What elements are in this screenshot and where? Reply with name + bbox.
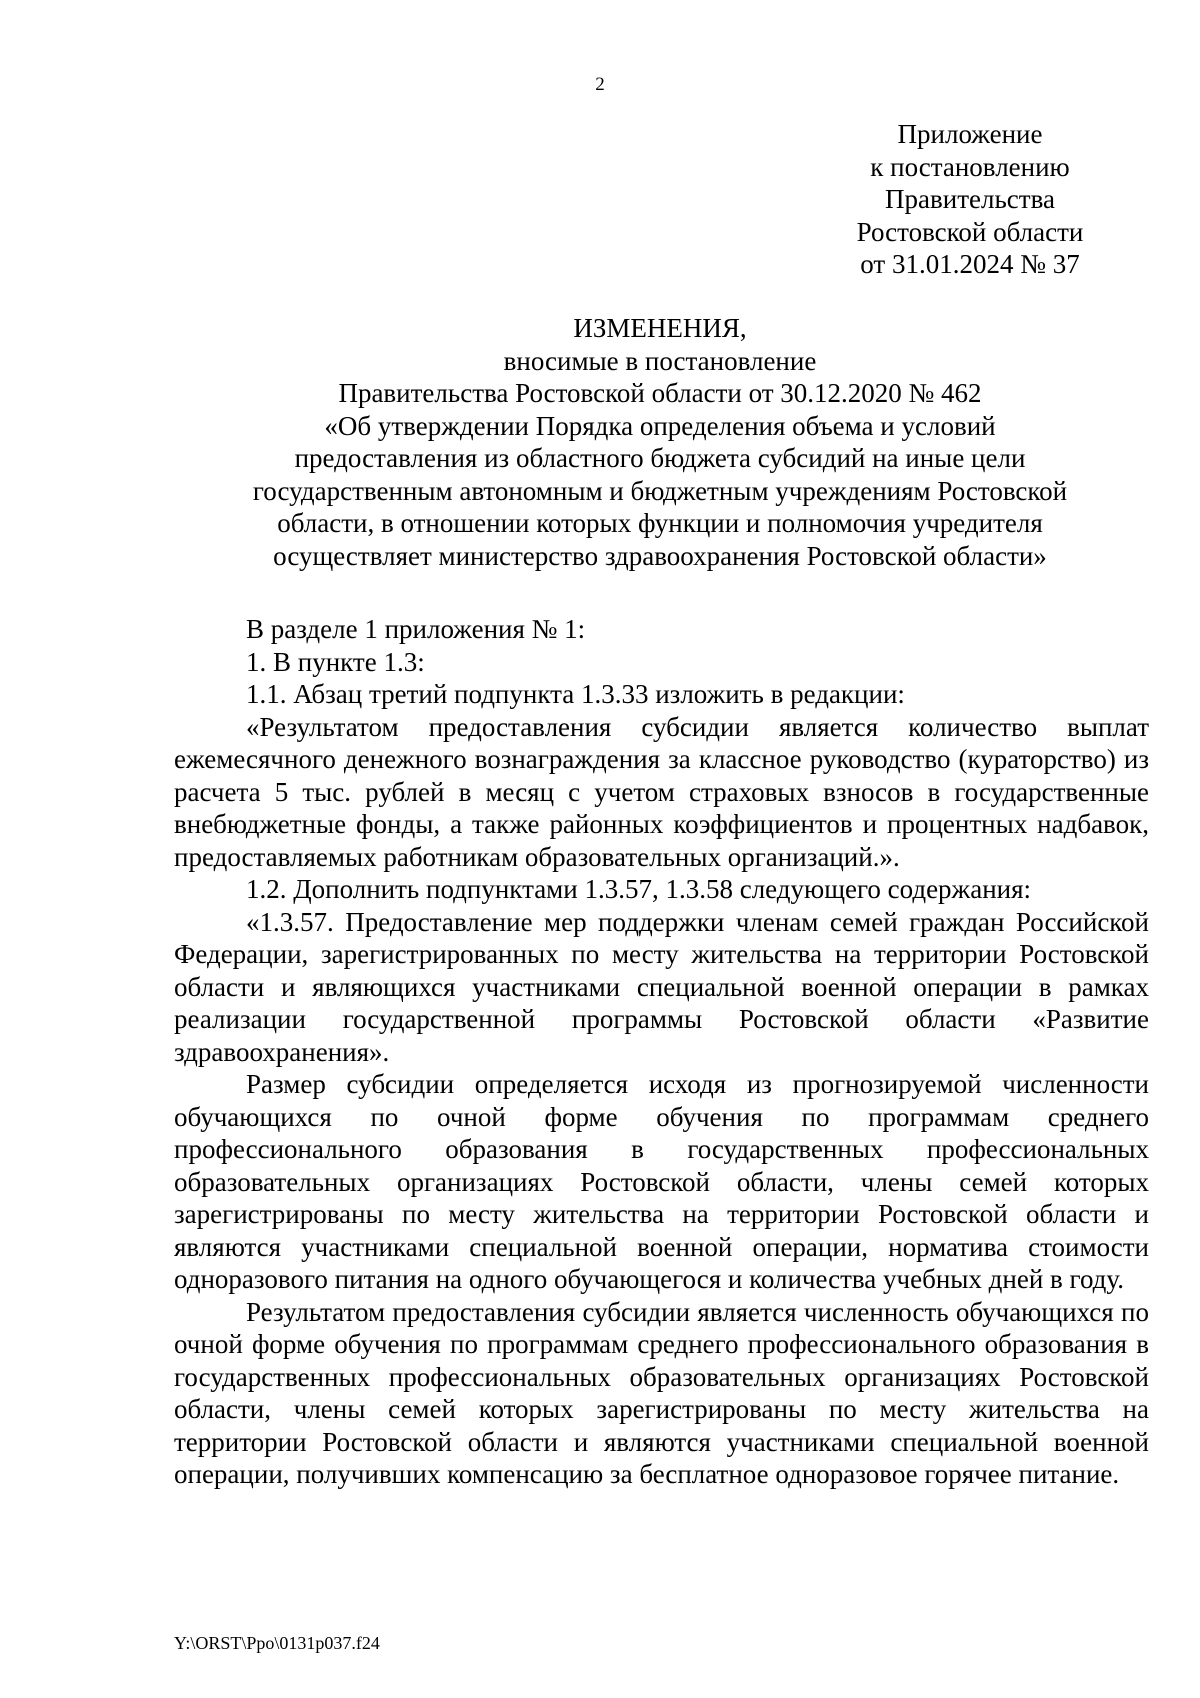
- heading-line: осуществляет министерство здравоохранения Ростовской области»: [273, 540, 1047, 571]
- appendix-line: к постановлению: [870, 151, 1070, 182]
- appendix-block: [820, 118, 1120, 281]
- appendix-line: Правительства: [885, 184, 1055, 214]
- document-body: [174, 613, 1149, 1491]
- heading-line: «Об утверждении Порядка определения объема и условий: [324, 410, 996, 441]
- heading-title: ИЗМЕНЕНИЯ,: [573, 313, 747, 343]
- document-heading: [160, 312, 1160, 572]
- heading-line: государственным автономным и бюджетным учреждениям Ростовской: [252, 475, 1068, 506]
- appendix-line: Приложение: [897, 119, 1043, 149]
- appendix-line: Ростовской области: [856, 216, 1084, 247]
- body-paragraph: 1. В пункте 1.3:: [246, 646, 425, 677]
- page-number: 2: [595, 74, 605, 95]
- body-paragraph: В разделе 1 приложения № 1:: [246, 614, 586, 644]
- appendix-line: от 31.01.2024 № 37: [860, 249, 1080, 279]
- heading-line: Правительства Ростовской области от 30.12.2020 № 462: [338, 378, 982, 408]
- body-paragraph: 1.2. Дополнить подпунктами 1.3.57, 1.3.58 следующего содержания:: [246, 874, 1032, 904]
- file-path-footer: Y:\ORST\Ppo\0131p037.f24: [174, 1633, 380, 1653]
- body-paragraph: «Результатом предоставления субсидии является количество выплат ежемесячного денежного вознаграждения за классное руководство (кураторство) из расчета 5 тыс. рублей в месяц с учетом страховых взносов в государственные внебюджетные фонды, а также районных коэффициентов и процентных надбавок, предоставляемых работникам образовательных организаций.».: [174, 711, 1149, 872]
- heading-line: вносимые в постановление: [503, 345, 817, 376]
- body-paragraph: Результатом предоставления субсидии является численность обучающихся по очной форме обучения по программам среднего профессионального образования в государственных профессиональных образовательных организациях Ростовской области, члены семей которых зарегистрированы по месту жительства на территории Ростовской области и являются участниками специальной военной операции, получивших компенсацию за бесплатное одноразовое горячее питание.: [174, 1296, 1149, 1489]
- body-paragraph: «1.3.57. Предоставление мер поддержки членам семей граждан Российской Федерации, зарегистрированных по месту жительства на территории Ростовской области и являющихся участниками специальной военной операции в рамках реализации государственной программы Ростовской области «Развитие здравоохранения».: [174, 906, 1149, 1067]
- body-paragraph: Размер субсидии определяется исходя из прогнозируемой численности обучающихся по очной форме обучения по программам среднего профессионального образования в государственных профессиональных образовательных организациях Ростовской области, члены семей которых зарегистрированы по месту жительства на территории Ростовской области и являются участниками специальной военной операции, норматива стоимости одноразового питания на одного обучающегося и количества учебных дней в году.: [174, 1069, 1149, 1294]
- body-paragraph: 1.1. Абзац третий подпункта 1.3.33 изложить в редакции:: [246, 679, 905, 709]
- heading-line: области, в отношении которых функции и полномочия учредителя: [277, 508, 1043, 538]
- heading-line: предоставления из областного бюджета субсидий на иные цели: [294, 443, 1026, 473]
